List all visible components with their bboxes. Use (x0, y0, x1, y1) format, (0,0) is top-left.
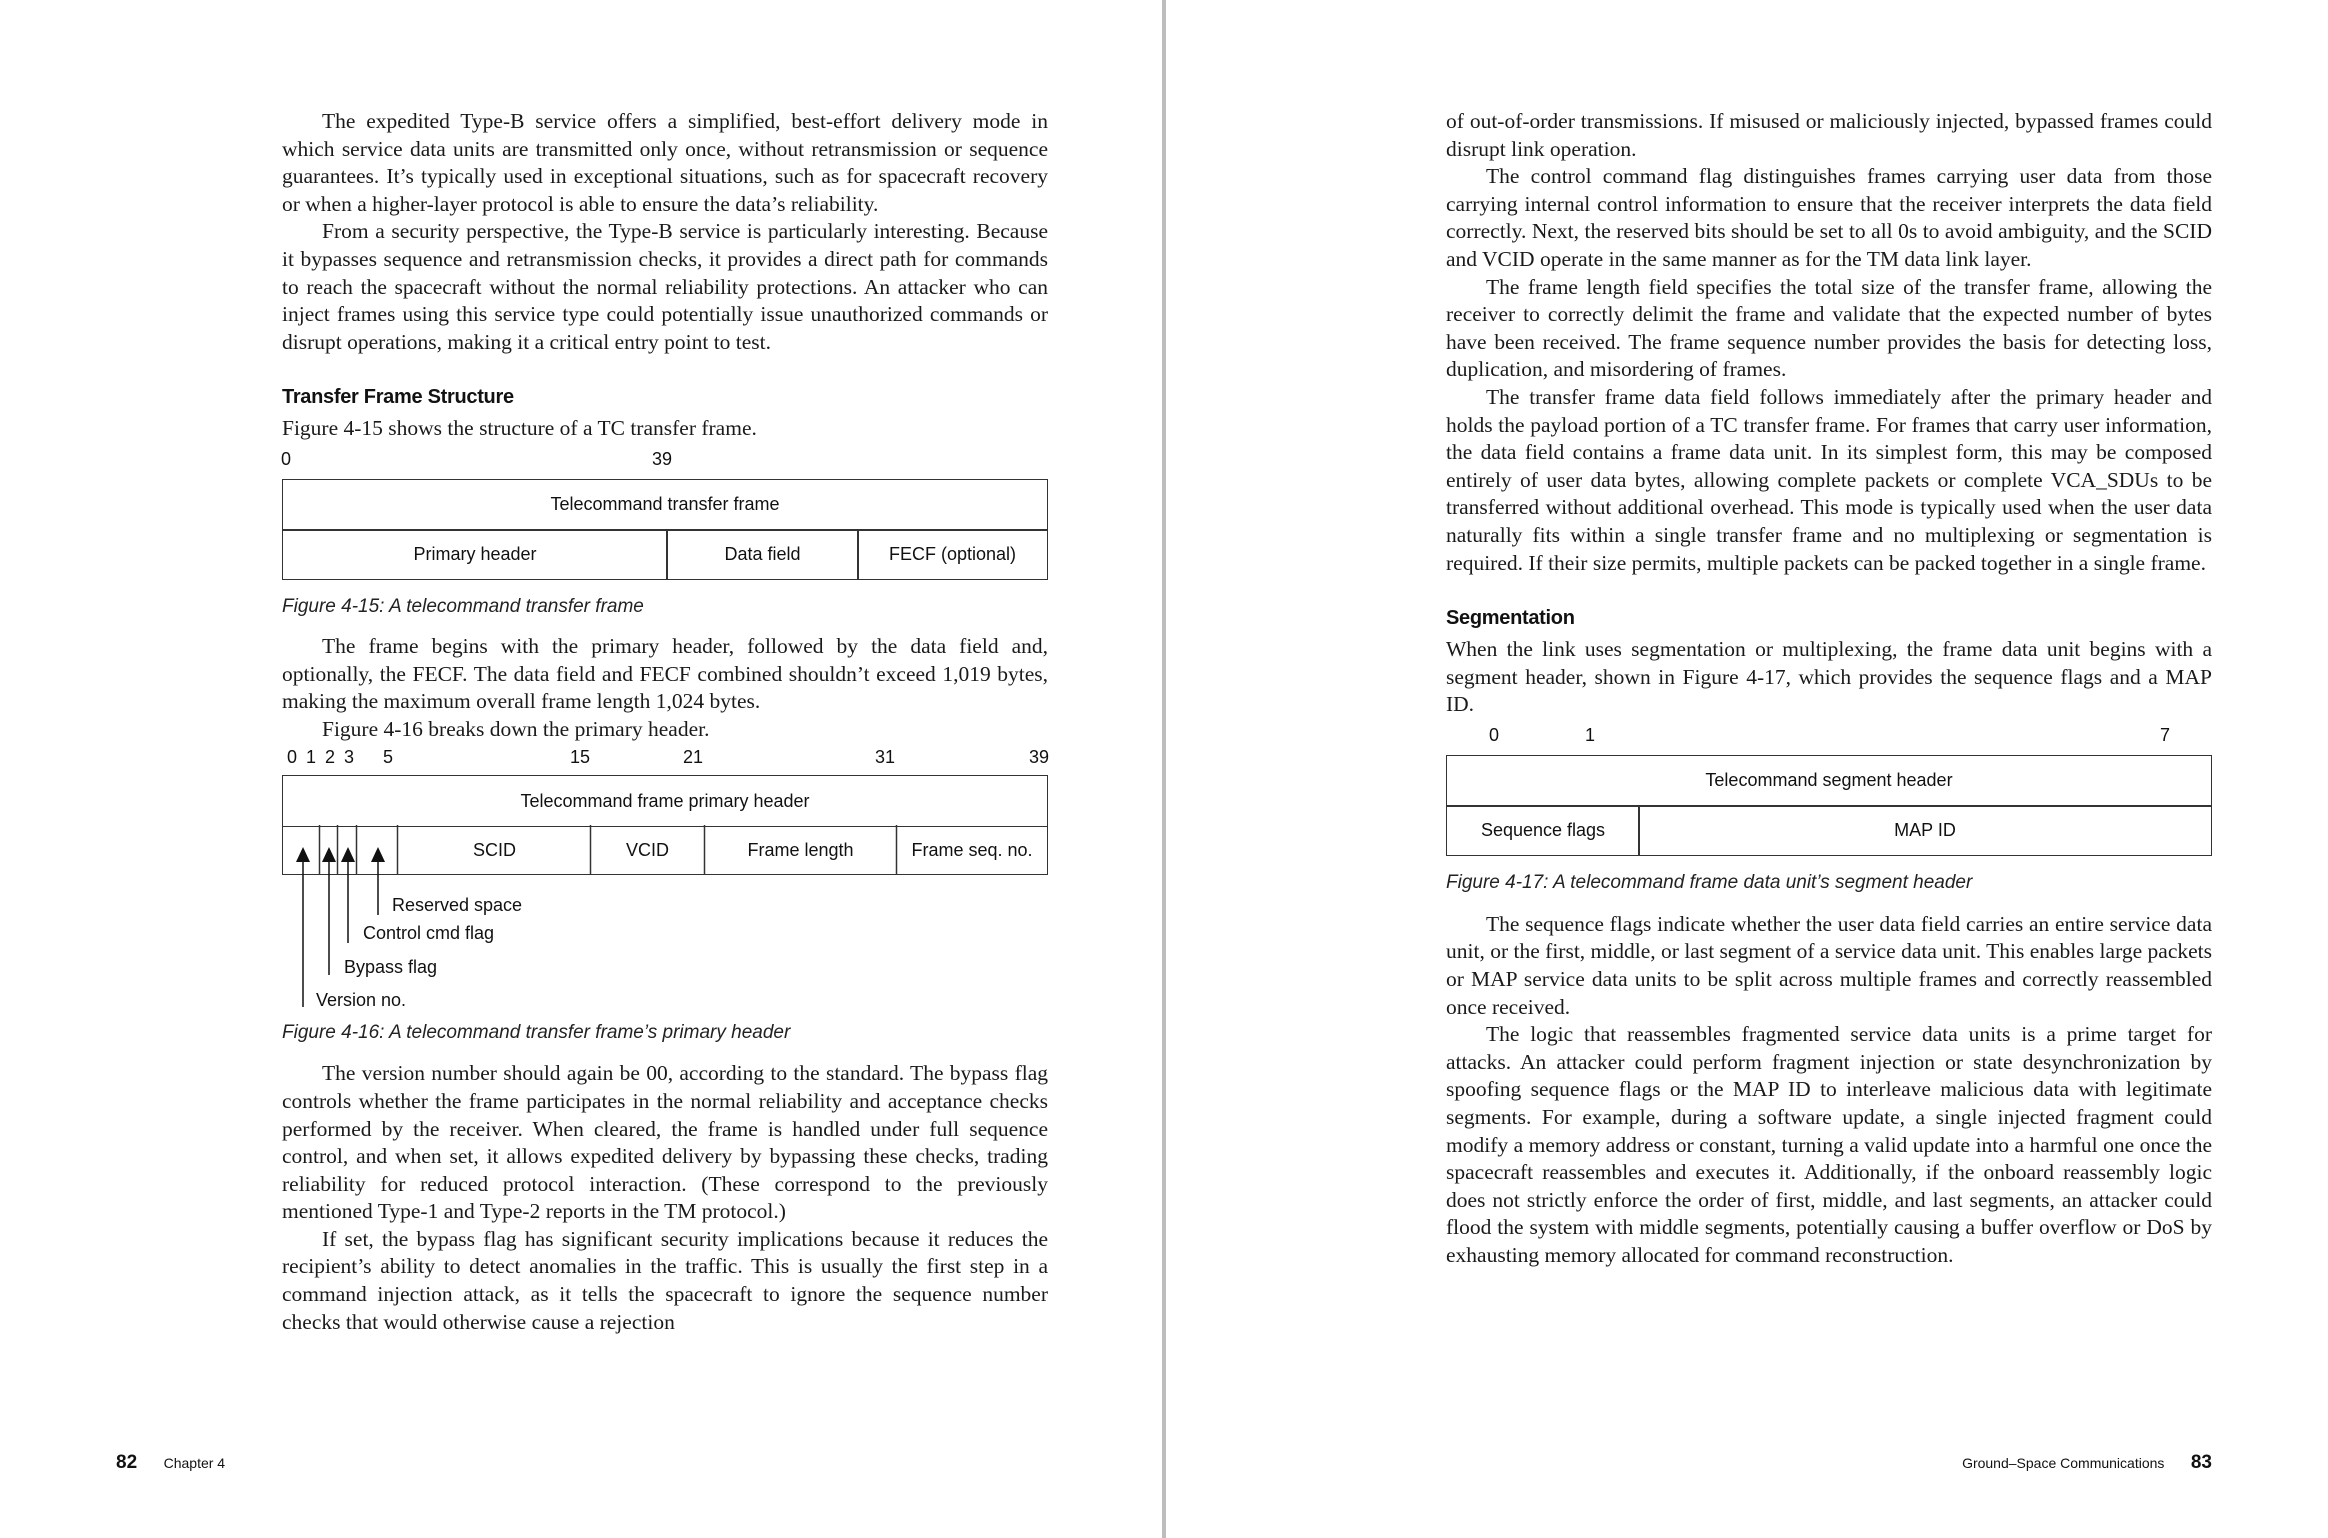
right-paragraph-1: of out-of-order transmissions. If misused or maliciously injected, bypassed frames could disrupt link operation. (1446, 109, 2212, 161)
bit-tick-1: 1 (1584, 724, 1596, 745)
annotation-version-no: Version no. (316, 990, 407, 1011)
bit-tick-5: 5 (382, 747, 394, 768)
left-paragraph-5: Figure 4-16 breaks down the primary header. (322, 716, 710, 741)
figure-4-15-caption: Figure 4-15: A telecommand transfer frame (282, 595, 644, 617)
left-page (0, 0, 1162, 1538)
sequence-flags-cell (1446, 805, 1640, 856)
figure-4-16-diagram (282, 747, 1048, 1019)
left-paragraph-4: The frame begins with the primary header, followed by the data field and, optionally, the FECF. The data field and FECF combined shouldn’t exceed 1,019 bytes, making the maximum overall frame length 1,024 bytes. (282, 633, 1048, 714)
annotation-control-cmd-flag: Control cmd flag (363, 923, 495, 944)
primary-header-cell (282, 529, 668, 580)
bit-tick-39: 39 (651, 448, 673, 469)
frame-length-label: Frame length (747, 839, 854, 860)
bit-tick-3: 3 (343, 747, 355, 768)
right-page (1166, 0, 2328, 1538)
bit-tick-7: 7 (2159, 724, 2171, 745)
left-paragraph-1: The expedited Type-B service offers a simplified, best-effort delivery mode in which service data units are transmitted only once, without retransmission or sequence guarantees. It’s typically used in exceptional situations, such as for spacecraft recovery or when a higher-layer protocol is able to ensure the data’s reliability. (282, 109, 1048, 216)
bit-tick-15: 15 (569, 747, 591, 768)
fecf-cell (857, 529, 1048, 580)
scid-label: SCID (472, 839, 516, 860)
figure-4-15-diagram (282, 449, 1048, 581)
figure-4-17-caption: Figure 4-17: A telecommand frame data unit’s segment header (1446, 871, 1973, 893)
left-paragraph-2: From a security perspective, the Type-B service is particularly interesting. Because it bypasses sequence and retransmission checks, it provides a direct path for commands to reach the spacecraft without the normal reliability protections. An attacker who can inject frames using this service type could potentially issue unauthorized commands or disrupt operations, making it a critical entry point to test. (282, 219, 1048, 354)
primary-header-row (282, 775, 1048, 827)
left-text-column (282, 108, 1048, 1336)
bit-tick-2: 2 (324, 747, 336, 768)
transfer-frame-label: Telecommand transfer frame (550, 494, 780, 515)
bit-tick-21: 21 (682, 747, 704, 768)
segment-header-label: Telecommand segment header (1705, 770, 1953, 791)
vcid-label: VCID (625, 839, 669, 860)
bit-tick-0: 0 (1488, 724, 1500, 745)
data-field-cell (666, 529, 859, 580)
annotation-reserved-space: Reserved space (392, 895, 523, 916)
sequence-flags-label: Sequence flags (1480, 819, 1606, 840)
running-head-section: Ground–Space Communications (1962, 1455, 2165, 1471)
left-footer (116, 1452, 225, 1474)
right-paragraph-6: The sequence flags indicate whether the user data field carries an entire service data unit, or the first, middle, or last segment of a service data unit. This enables large packets or MAP service data units to be split across multiple frames and correctly reassembled once received. (1446, 911, 2212, 1019)
right-text-column (1446, 108, 2212, 1270)
right-paragraph-7: The logic that reassembles fragmented service data units is a prime target for attacks. An attacker could perform fragment injection or state desynchronization by spoofing sequence flags or the MAP ID to interleave malicious data with legitimate segments. For example, during a software update, a single injected fragment could modify a memory address or constant, turning a valid update into a harmful one once the spacecraft reassembles and executes it. Additionally, if the onboard reassembly logic does not strictly enforce the order of first, middle, and last segments, an attacker could flood the system with middle segments, potentially causing a buffer overflow or DoS by exhausting memory allocated for command reconstruction. (1446, 1022, 2212, 1267)
frame-length-cell (704, 825, 897, 875)
right-paragraph-4: The transfer frame data field follows immediately after the primary header and holds the payload portion of a TC transfer frame. For frames that carry user information, the data field contains a frame data unit. In its simplest form, this may be composed entirely of user data bytes, allowing complete packets or complete VCA_SDUs to be transferred without additional overhead. This mode is typically used when the user data naturally fits within a single transfer frame and no multiplexing or segmentation is required. If their size permits, multiple packets can be packed together in a single frame. (1446, 384, 2212, 575)
left-paragraph-3: Figure 4-15 shows the structure of a TC transfer frame. (282, 416, 757, 441)
map-id-label: MAP ID (1894, 819, 1956, 840)
bit-tick-39: 39 (1028, 747, 1050, 768)
annotation-bypass-flag: Bypass flag (344, 957, 438, 978)
segment-header-row (1446, 755, 2212, 807)
frame-seq-label: Frame seq. no. (911, 839, 1033, 860)
bit-tick-31: 31 (874, 747, 896, 768)
section-heading-transfer-frame-structure: Transfer Frame Structure (282, 386, 514, 409)
frame-seq-cell (896, 825, 1048, 875)
transfer-frame-row (282, 479, 1048, 531)
bit-tick-0: 0 (286, 747, 298, 768)
left-paragraph-7: If set, the bypass flag has significant security implications because it reduces the recipient’s ability to detect anomalies in the traffic. This is usually the first step in a command injection attack, as it tells the spacecraft to ignore the sequence number checks that would otherwise cause a rejection (282, 1226, 1048, 1334)
scid-cell (397, 825, 592, 875)
page-number-82: 82 (116, 1452, 138, 1473)
section-heading-segmentation: Segmentation (1446, 607, 1575, 630)
vcid-cell (590, 825, 705, 875)
data-field-label: Data field (724, 543, 801, 564)
right-paragraph-3: The frame length field specifies the total size of the transfer frame, allowing the receiver to correctly delimit the frame and validate that the expected number of bytes have been received. The frame sequence number provides the basis for detecting loss, duplication, and misordering of frames. (1446, 274, 2212, 382)
running-head-chapter: Chapter 4 (163, 1455, 226, 1471)
primary-header-label: Primary header (413, 543, 537, 564)
bit-tick-1: 1 (305, 747, 317, 768)
figure-4-16-caption: Figure 4-16: A telecommand transfer frame’s primary header (282, 1022, 791, 1044)
map-id-cell (1638, 805, 2212, 856)
right-paragraph-5: When the link uses segmentation or multiplexing, the frame data unit begins with a segment header, shown in Figure 4-17, which provides the sequence flags and a MAP ID. (1446, 637, 2212, 717)
primary-header-title: Telecommand frame primary header (520, 790, 810, 811)
left-paragraph-6: The version number should again be 00, according to the standard. The bypass flag controls whether the frame participates in the normal reliability and acceptance checks performed by the receiver. When cleared, the frame is handled under full sequence control, and when set, it allows expedited delivery by bypassing these checks, trading reliability for reduced protocol interaction. (These correspond to the previously mentioned Type-1 and Type-2 reports in the TM protocol.) (282, 1061, 1048, 1224)
fecf-label: FECF (optional) (888, 543, 1017, 564)
figure-4-17-diagram (1446, 725, 2212, 857)
page-number-83: 83 (2190, 1452, 2212, 1473)
right-paragraph-2: The control command flag distinguishes frames carrying user data from those carrying internal control information to ensure that the receiver interprets the data field correctly. Next, the reserved bits should be set to all 0s to avoid ambiguity, and the SCID and VCID operate in the same manner as for the TM data link layer. (1446, 164, 2212, 271)
bit-tick-0: 0 (280, 448, 292, 469)
right-footer (1962, 1452, 2212, 1474)
